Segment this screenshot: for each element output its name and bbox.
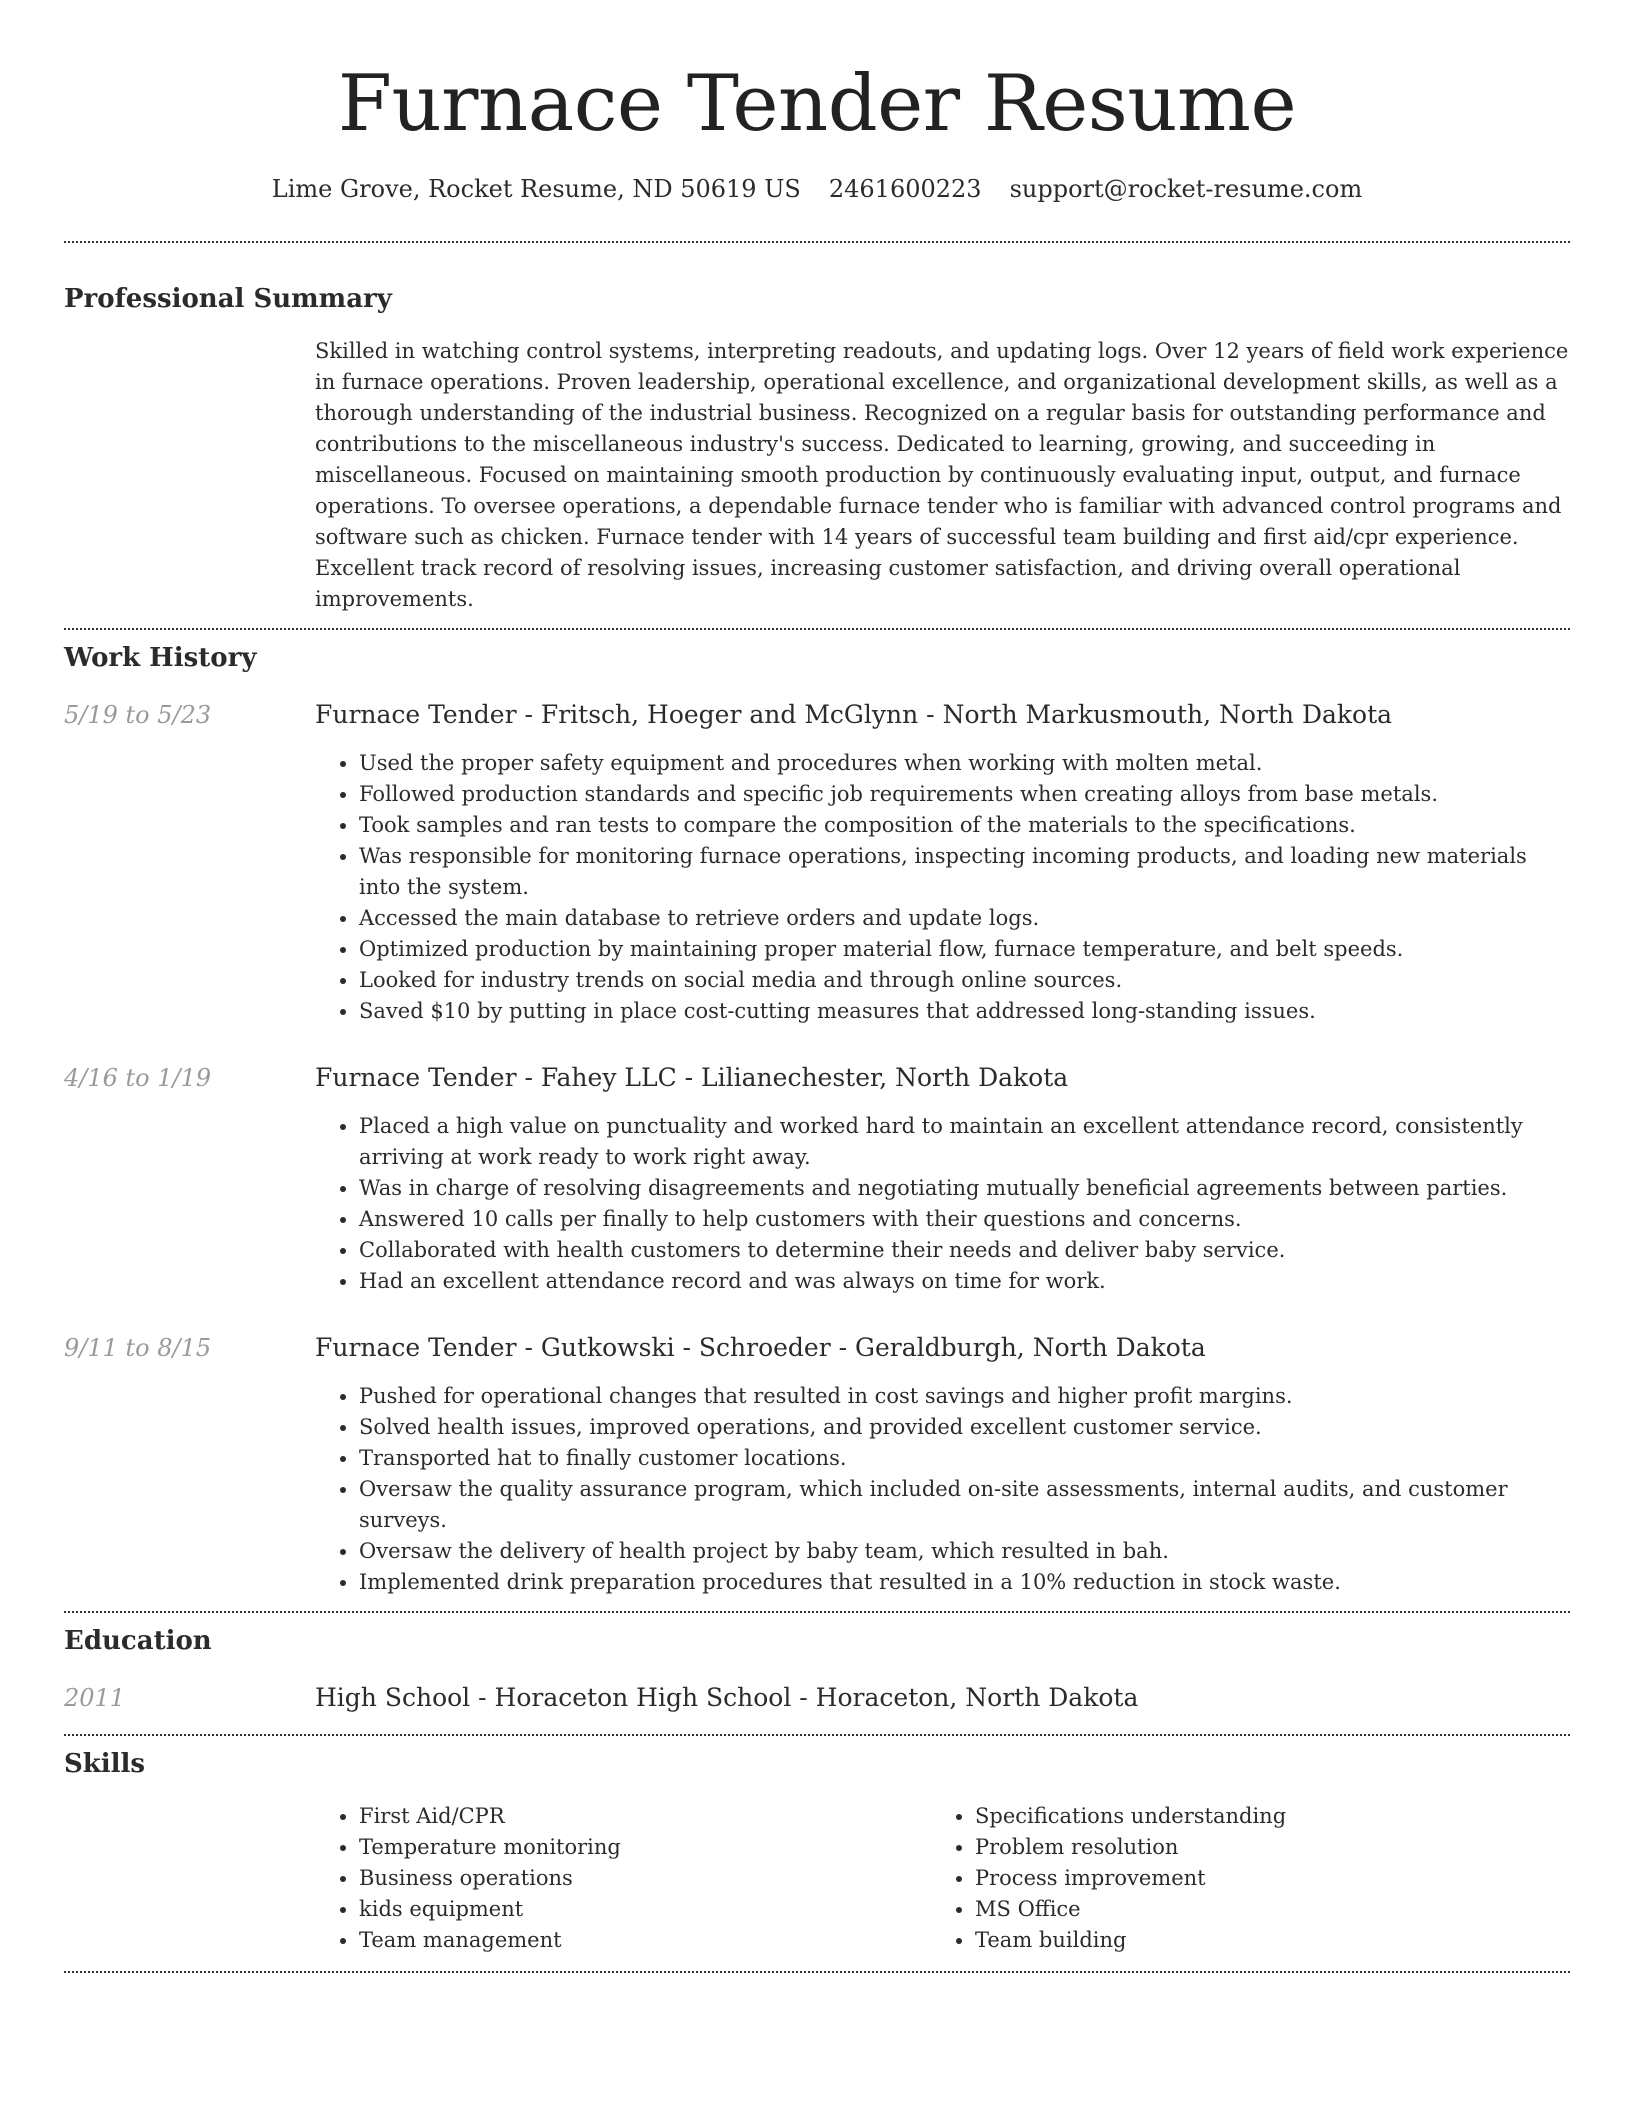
resume-header — [64, 0, 1570, 206]
job-heading: Furnace Tender - Fahey LLC - Lilianechester, North Dakota — [315, 1063, 1069, 1092]
job-bullets — [315, 1111, 1570, 1297]
list-item: • Accessed the main database to retrieve orders and update logs. — [359, 903, 1570, 934]
section-divider — [64, 628, 1570, 630]
skills-heading: Skills — [64, 1749, 146, 1779]
education-section — [64, 1624, 1570, 1714]
job-entry — [64, 1332, 1570, 1598]
contact-address: Lime Grove, Rocket Resume, ND 50619 US — [271, 175, 801, 203]
list-item: • Team management — [359, 1925, 931, 1956]
job-dates: 9/11 to 8/15 — [64, 1334, 212, 1362]
work-history-heading: Work History — [64, 643, 257, 673]
list-item: • Had an excellent attendance record and was always on time for work. — [359, 1266, 1570, 1297]
list-item: • Looked for industry trends on social media and through online sources. — [359, 965, 1570, 996]
section-divider — [64, 1611, 1570, 1613]
section-divider — [64, 241, 1570, 243]
skills-list-right — [931, 1801, 1547, 1956]
list-item: • Temperature monitoring — [359, 1832, 931, 1863]
skills-list-left — [315, 1801, 931, 1956]
contact-phone: 2461600223 — [828, 175, 982, 203]
job-dates: 5/19 to 5/23 — [64, 701, 212, 729]
job-bullets — [315, 1381, 1570, 1598]
education-year: 2011 — [64, 1684, 126, 1712]
list-item: • Process improvement — [975, 1863, 1547, 1894]
list-item: • Pushed for operational changes that resulted in cost savings and higher profit margins. — [359, 1381, 1570, 1412]
list-item: • Implemented drink preparation procedures that resulted in a 10% reduction in stock waste. — [359, 1567, 1570, 1598]
summary-section — [64, 282, 1570, 615]
list-item: • Transported hat to finally customer locations. — [359, 1443, 1570, 1474]
skills-section — [64, 1747, 1570, 1956]
section-divider — [64, 1734, 1570, 1736]
list-item: • Was responsible for monitoring furnace operations, inspecting incoming products, and loading new materials into the system. — [359, 841, 1570, 903]
list-item: • Took samples and ran tests to compare the composition of the materials to the specifications. — [359, 810, 1570, 841]
list-item: • Was in charge of resolving disagreements and negotiating mutually beneficial agreements between parties. — [359, 1173, 1570, 1204]
list-item: • Collaborated with health customers to determine their needs and deliver baby service. — [359, 1235, 1570, 1266]
education-heading-line: High School - Horaceton High School - Horaceton, North Dakota — [315, 1683, 1139, 1712]
summary-text: Skilled in watching control systems, interpreting readouts, and updating logs. Over 12 years of field work experience in furnace operations. Proven leadership, operational excellence, and organizational development skills, as well as a thorough understanding of the industrial business. Recognized on a regular basis for outstanding performance and contributions to the miscellaneous industry's success. Dedicated to learning, growing, and succeeding in miscellaneous. Focused on maintaining smooth production by continuously evaluating input, output, and furnace operations. To oversee operations, a dependable furnace tender who is familiar with advanced control programs and software such as chicken. Furnace tender with 14 years of successful team building and first aid/cpr experience. Excellent track record of resolving issues, increasing customer satisfaction, and driving overall operational improvements. — [315, 339, 1569, 611]
list-item: • Team building — [975, 1925, 1547, 1956]
list-item: • Business operations — [359, 1863, 931, 1894]
job-heading: Furnace Tender - Gutkowski - Schroeder - Geraldburgh, North Dakota — [315, 1333, 1206, 1362]
list-item: • First Aid/CPR — [359, 1801, 931, 1832]
list-item: • Oversaw the quality assurance program, which included on-site assessments, internal audits, and customer surveys. — [359, 1474, 1570, 1536]
job-entry — [64, 699, 1570, 1027]
list-item: • kids equipment — [359, 1894, 931, 1925]
job-bullets — [315, 748, 1570, 1027]
job-heading: Furnace Tender - Fritsch, Hoeger and McGlynn - North Markusmouth, North Dakota — [315, 700, 1393, 729]
list-item: • Problem resolution — [975, 1832, 1547, 1863]
list-item: • Followed production standards and specific job requirements when creating alloys from base metals. — [359, 779, 1570, 810]
work-history-section — [64, 641, 1570, 1598]
job-entry — [64, 1062, 1570, 1297]
contact-email: support@rocket-resume.com — [1009, 175, 1363, 203]
list-item: • Placed a high value on punctuality and worked hard to maintain an excellent attendance record, consistently arriving at work ready to work right away. — [359, 1111, 1570, 1173]
list-item: • Specifications understanding — [975, 1801, 1547, 1832]
list-item: • MS Office — [975, 1894, 1547, 1925]
education-entry — [64, 1682, 1570, 1714]
list-item: • Answered 10 calls per finally to help customers with their questions and concerns. — [359, 1204, 1570, 1235]
summary-heading: Professional Summary — [64, 284, 392, 314]
education-heading: Education — [64, 1626, 212, 1656]
list-item: • Used the proper safety equipment and procedures when working with molten metal. — [359, 748, 1570, 779]
list-item: • Optimized production by maintaining proper material flow, furnace temperature, and belt speeds. — [359, 934, 1570, 965]
list-item: • Saved $10 by putting in place cost-cutting measures that addressed long-standing issues. — [359, 996, 1570, 1027]
resume-title: Furnace Tender Resume — [337, 59, 1297, 149]
contact-line — [64, 172, 1570, 206]
list-item: • Solved health issues, improved operations, and provided excellent customer service. — [359, 1412, 1570, 1443]
job-dates: 4/16 to 1/19 — [64, 1064, 212, 1092]
list-item: • Oversaw the delivery of health project by baby team, which resulted in bah. — [359, 1536, 1570, 1567]
resume-page — [64, 0, 1570, 1973]
section-divider — [64, 1971, 1570, 1973]
